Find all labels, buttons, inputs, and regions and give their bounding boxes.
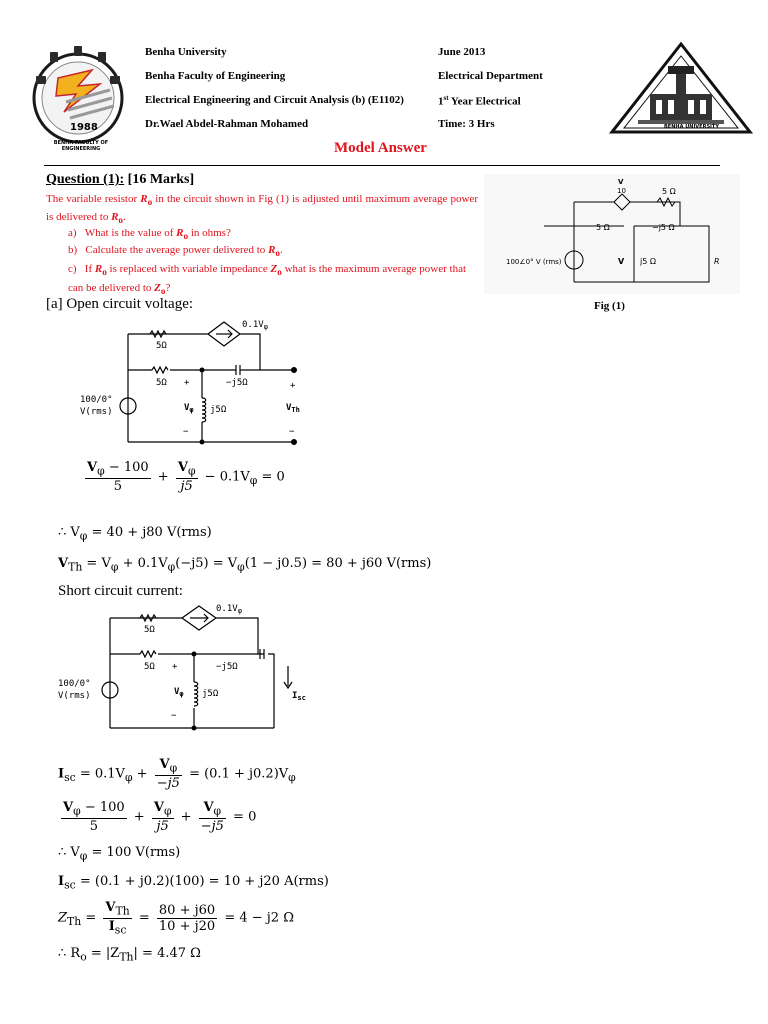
header-right-line-1: June 2013 [438,46,486,58]
circ1-vphi: $V_\varphi$ [184,403,194,414]
circ2-cap: −j5Ω [216,662,238,672]
header-left-line-4: Dr.Wael Abdel-Rahman Mohamed [145,118,309,130]
circ2-dep: $0.1V_\varphi$ [216,604,242,615]
left-logo [30,42,126,152]
equation-kcl-open: $\frac{V_\varphi - 100}{5}$ + $\frac{V_\varphi}{j5}$ − $0.1V_\varphi = 0$ [87,460,285,494]
question-item-a: a) What is the value of $R_o$ in ohms? [68,227,231,242]
equation-ro: ∴ $R_o = |Z_{Th}| = 4.47$ Ω [58,946,201,964]
logo-year-text: 1988 [70,122,98,133]
circ2-vphi: $V_\varphi$ [174,687,184,698]
fig1-dep-den: 10 [617,187,626,195]
question-item-c: c) If $R_o$ is replaced with variable impedance $Z_o$ what is the maximum average power that can be delivered to $Z_o$? [68,263,467,297]
circ2-r-top: 5Ω [144,625,155,635]
fig1-vphi: V [618,257,625,266]
header-left-line-2: Benha Faculty of Engineering [145,70,286,82]
circ1-vth: $V_{Th}$ [286,403,300,414]
right-logo-text: BENHA UNIVERSITY [664,124,719,130]
fig1-r-top: 5 Ω [662,187,676,196]
circ2-ind: j5Ω [202,689,219,699]
circ2-minus: − [171,711,177,721]
circ1-ind: j5Ω [210,405,227,415]
right-logo [608,40,754,136]
figure-1 [484,174,740,294]
circ2-isc: $I_{sc}$ [292,691,306,702]
equation-isc-kcl: $I_{sc} = 0.1V_\varphi$ + $\frac{V_\varphi}{-j5}$ = $(0.1 + j0.2)V_\varphi$ [58,757,296,791]
header-left-line-3: Electrical Engineering and Circuit Analysis (b) (E1102) [145,94,404,106]
equation-zth: $Z_{Th}$ = $\frac{V_{Th}}{I_{sc}}$ = $\frac{80 + j60}{10 + j20}$ = 4 − j2 Ω [58,900,294,937]
logo-ring-text: BENHA FACULTY OF ENGINEERING [53,140,109,152]
header-left-line-1: Benha University [145,46,227,58]
header-right-line-3: 1st Year Electrical [438,94,521,108]
fig1-dep-num: V [618,178,624,186]
circ2-plus: + [172,662,178,672]
fig1-cap: −j5 Ω [652,223,675,232]
fig1-source: 100∠0° V (rms) [506,258,562,266]
equation-vphi-short: ∴ $V_\varphi = 100$ V(rms) [58,845,181,863]
circ1-plus-vth: + [290,381,296,391]
equation-isc-value: $I_{sc} = (0.1 + j0.2)(100) = 10 + j20$ A(rms) [58,874,329,892]
equation-vth: $V_{Th} = V_\varphi + 0.1V_\varphi(-j5) = V_\varphi(1 - j0.5) = 80 + j60$ V(rms) [58,556,432,574]
header-right-line-2: Electrical Department [438,70,543,82]
circ1-plus-vphi: + [184,378,190,388]
question-text: The variable resistor $R_o$ in the circuit shown in Fig (1) is adjusted until maximum average power is delivered to $R_o$. [46,193,479,226]
question-heading: Question (1): [16 Marks] [46,172,195,187]
circ2-r-mid: 5Ω [144,662,155,672]
circ1-minus-vth: − [289,427,295,437]
page-title: Model Answer [334,140,427,156]
circ1-dep: $0.1V_\varphi$ [242,320,268,331]
circ1-r-mid: 5Ω [156,378,167,388]
figure-1-caption: Fig (1) [594,300,625,312]
circ1-src2: V(rms) [80,407,113,417]
circ1-r-top: 5Ω [156,341,167,351]
circ1-minus-vphi: − [183,427,189,437]
open-circuit-diagram [80,310,308,452]
header-right-line-4: Time: 3 Hrs [438,118,495,130]
question-item-b: b) Calculate the average power delivered to $R_o$. [68,244,283,259]
equation-vphi-open: ∴ $V_\varphi = 40 + j80$ V(rms) [58,525,212,543]
fig1-r-mid: 5 Ω [596,223,610,232]
circ1-src1: 100/0° [80,395,113,405]
circ1-cap: −j5Ω [226,378,248,388]
short-circuit-diagram [56,600,316,736]
short-circuit-heading: Short circuit current: [58,583,183,599]
fig1-ind: j5 Ω [640,257,656,266]
circ2-src2: V(rms) [58,691,91,701]
circ2-src1: 100/0° [58,679,91,689]
equation-kcl-short: $\frac{V_\varphi - 100}{5}$ + $\frac{V_\varphi}{j5}$ + $\frac{V_\varphi}{-j5}$ = 0 [63,800,257,834]
title-divider [44,165,720,166]
part-a-heading: [a] Open circuit voltage: [46,296,194,312]
fig1-ro: R [714,257,720,266]
